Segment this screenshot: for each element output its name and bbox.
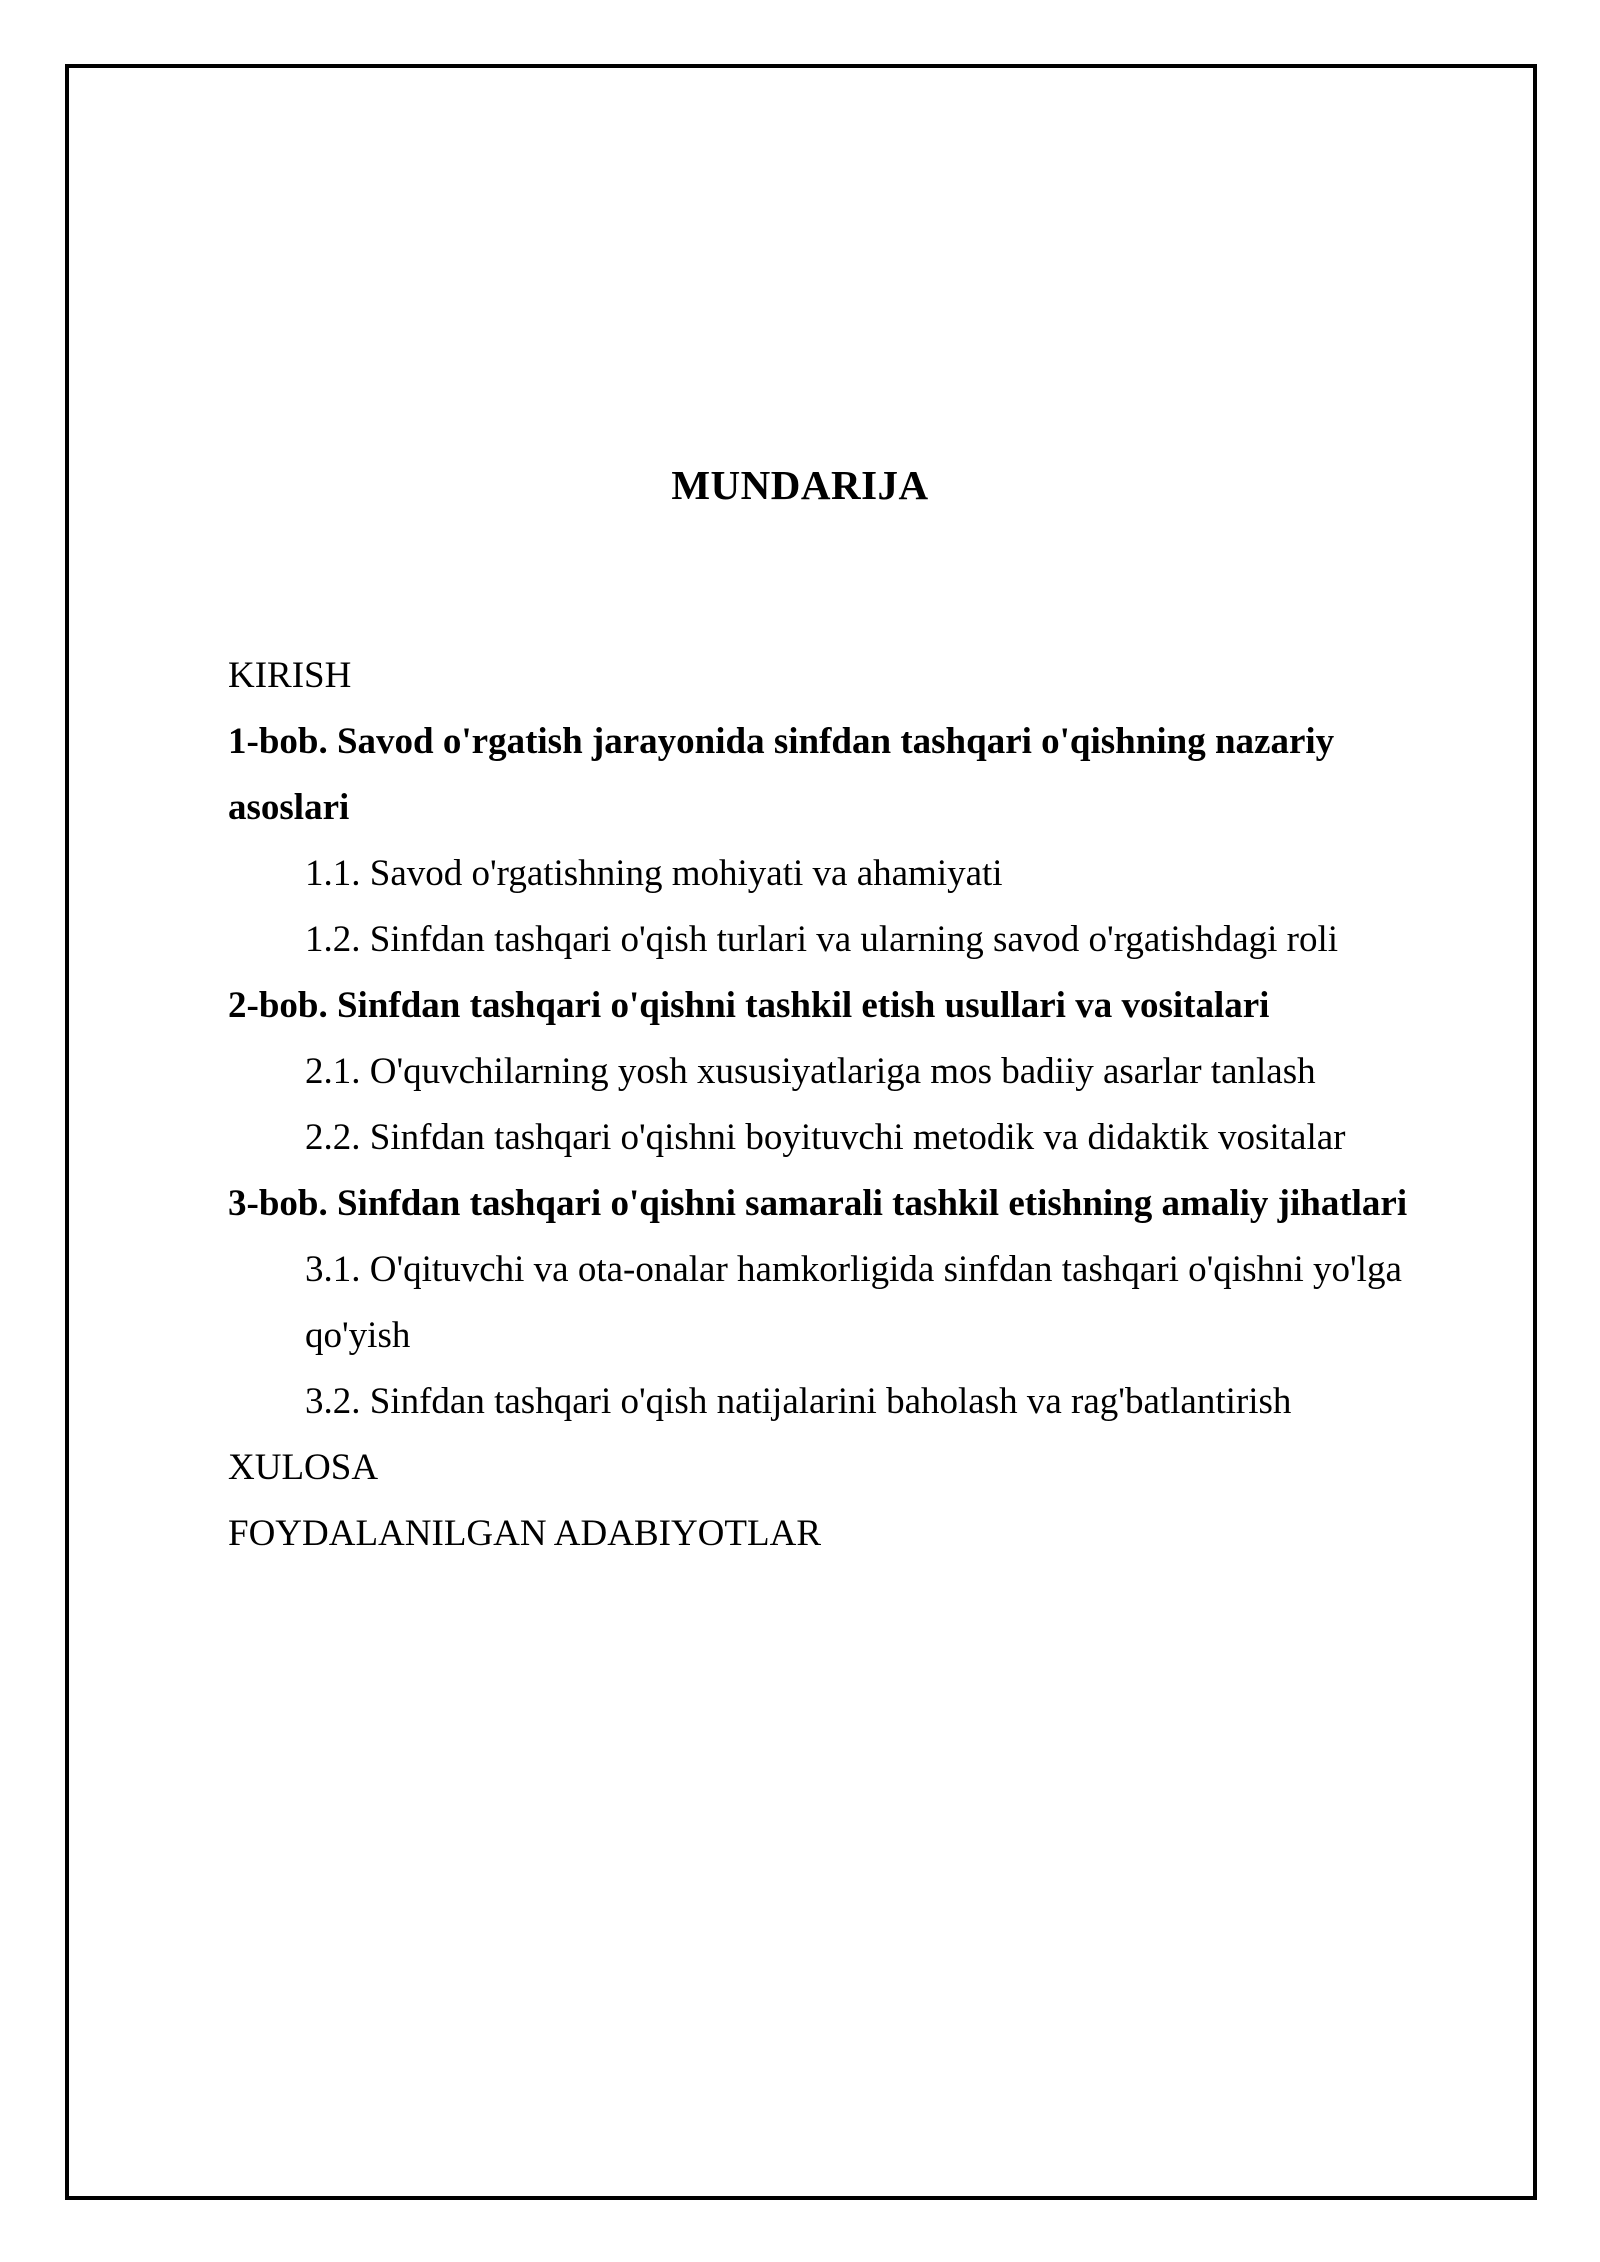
toc-section-1-1: 1.1. Savod o'rgatishning mohiyati va ahamiyati bbox=[305, 853, 1003, 894]
table-of-contents bbox=[228, 643, 1443, 1567]
page-title: MUNDARIJA bbox=[671, 462, 929, 508]
toc-section-2-2: 2.2. Sinfdan tashqari o'qishni boyituvchi metodik va didaktik vositalar bbox=[305, 1117, 1346, 1158]
toc-section-3-1: 3.1. O'qituvchi va ota-onalar hamkorligida sinfdan tashqari o'qishni yo'lga qo'yish bbox=[305, 1249, 1402, 1356]
toc-chapter-1: 1-bob. Savod o'rgatish jarayonida sinfdan tashqari o'qishning nazariy asoslari bbox=[228, 721, 1335, 828]
toc-entry-conclusion: XULOSA bbox=[228, 1447, 379, 1488]
toc-entry-introduction: KIRISH bbox=[228, 655, 352, 696]
toc-chapter-2: 2-bob. Sinfdan tashqari o'qishni tashkil etish usullari va vositalari bbox=[228, 985, 1270, 1026]
toc-entry-references: FOYDALANILGAN ADABIYOTLAR bbox=[228, 1513, 821, 1554]
toc-section-2-1: 2.1. O'quvchilarning yosh xususiyatlariga mos badiiy asarlar tanlash bbox=[305, 1051, 1316, 1092]
toc-section-1-2: 1.2. Sinfdan tashqari o'qish turlari va ularning savod o'rgatishdagi roli bbox=[305, 919, 1339, 960]
toc-chapter-3: 3-bob. Sinfdan tashqari o'qishni samarali tashkil etishning amaliy jihatlari bbox=[228, 1183, 1408, 1224]
toc-section-3-2: 3.2. Sinfdan tashqari o'qish natijalarini baholash va rag'batlantirish bbox=[305, 1381, 1292, 1422]
